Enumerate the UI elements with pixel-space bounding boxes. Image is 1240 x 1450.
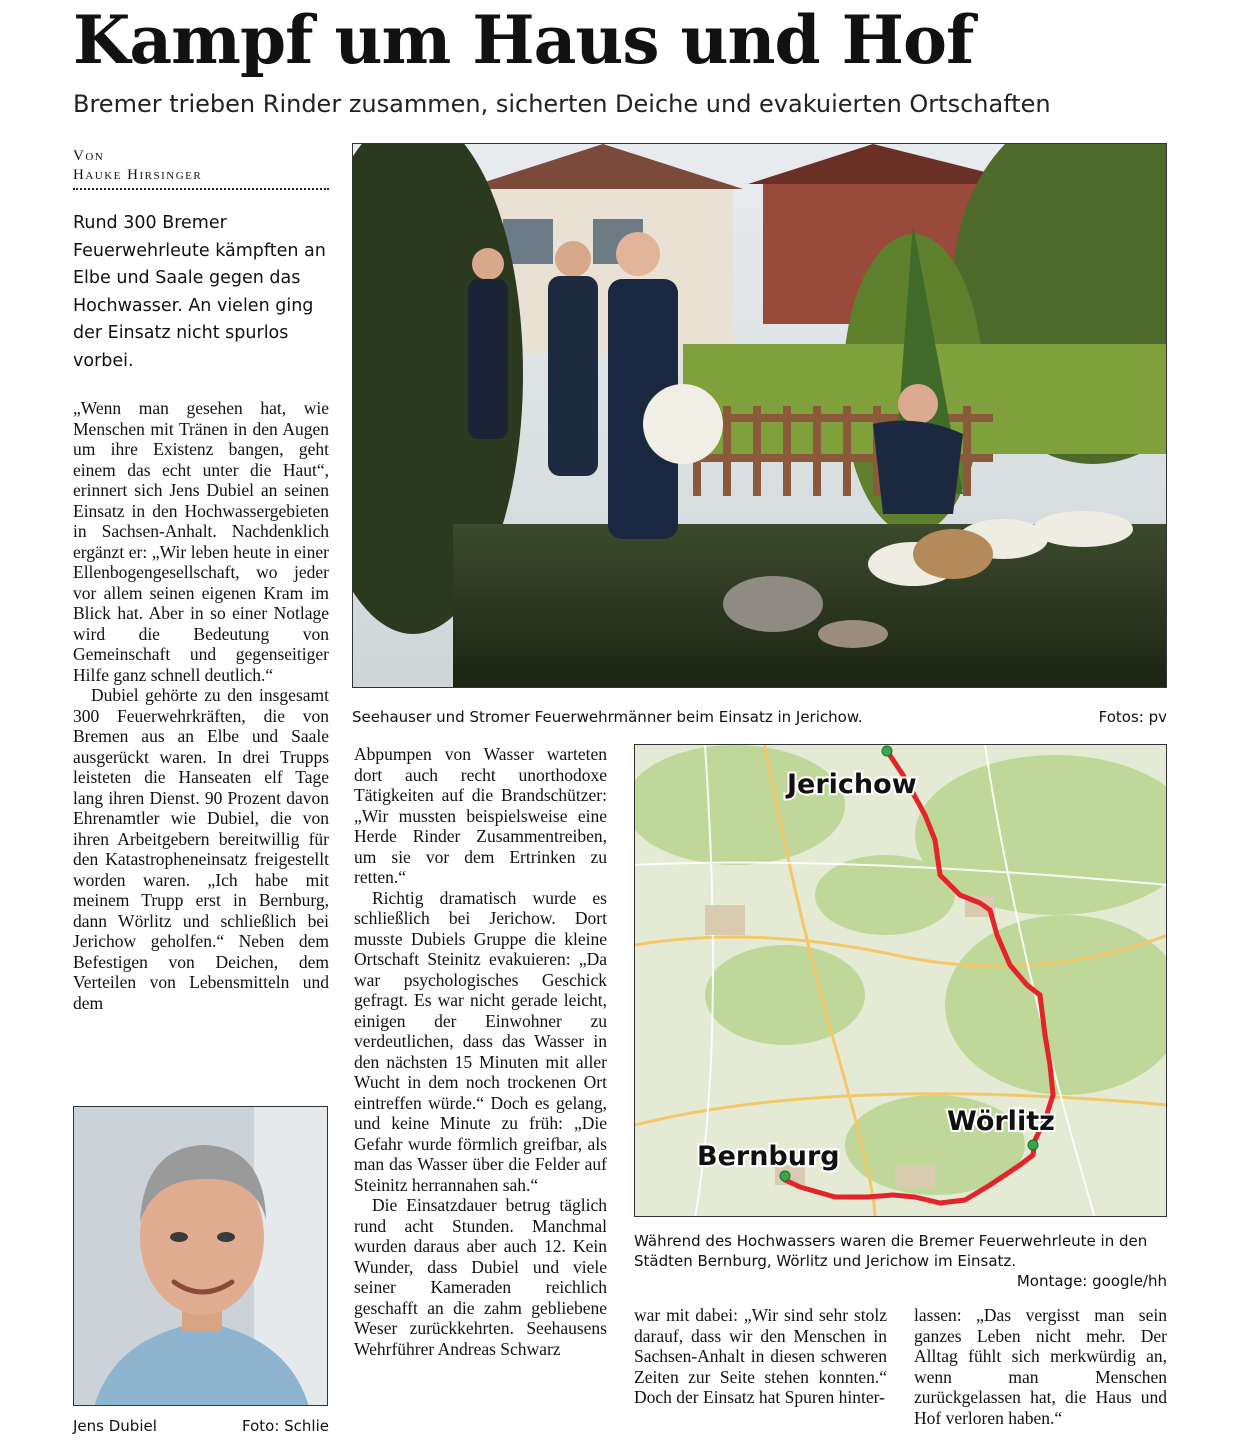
lead-paragraph: Rund 300 Bremer Feuerwehrleute kämpften an Elbe und Saale gegen das Hochwasser. An vielen ging der Einsatz nicht spurlos vorbei. <box>73 213 326 371</box>
map-caption: Während des Hochwassers waren die Bremer Feuerwehrleute in den Städten Bernburg, Wörlitz und Jerichow im Einsatz. <box>634 1232 1148 1270</box>
map-credit: Montage: google/hh <box>1016 1272 1167 1290</box>
portrait-photo <box>73 1106 328 1406</box>
body-paragraph: lassen: „Das vergisst man sein ganzes Leben nicht mehr. Der Alltag fühlt sich merkwürdig an, wenn man Menschen zurückgelassen hat, die Haus und Hof verloren haben.“ <box>914 1305 1167 1428</box>
headline: Kampf um Haus und Hof <box>73 1 974 79</box>
map-marker-jerichow <box>882 746 892 756</box>
firefighters-photo-illustration <box>353 144 1167 688</box>
byline-author: Hauke Hirsinger <box>73 167 203 183</box>
portrait-credit: Foto: Schlie <box>242 1417 329 1435</box>
map-label-bernburg: Bernburg <box>697 1141 840 1172</box>
portrait-illustration <box>74 1107 328 1406</box>
portrait-caption: Jens Dubiel <box>73 1417 157 1435</box>
body-paragraph: „Wenn man gesehen hat, wie Menschen mit Tränen in den Augen um ihre Existenz bangen, geht einem das echt unter die Haut“, erinnert sich Jens Dubiel an seinen Einsatz in den Hochwassergebieten in Sachsen-Anhalt. Nachdenklich ergänzt er: „Wir leben heute in einer Ellenbogengesellschaft, wo jeder vor allem seinen eigenen Kram im Blick hat. Aber in so einer Notlage wird die Bedeutung von Gemeinschaft und gegenseitiger Hilfe ganz schnell deutlich.“ <box>73 398 329 685</box>
main-photo <box>352 143 1167 688</box>
body-paragraph: Abpumpen von Wasser warteten dort auch recht unorthodoxe Tätigkeiten auf die Brandschützer: „Wir mussten beispielsweise eine Herde Rinder Zusammentreiben, um sie vor dem Ertrinken zu retten.“ <box>354 744 607 887</box>
map-label-woerlitz: Wörlitz <box>947 1106 1055 1137</box>
route-map <box>634 744 1167 1217</box>
byline-divider <box>73 188 329 190</box>
main-photo-caption: Seehauser und Stromer Feuerwehrmänner beim Einsatz in Jerichow. <box>352 708 863 726</box>
body-paragraph: war mit dabei: „Wir sind sehr stolz darauf, dass wir den Menschen in Sachsen-Anhalt in diesen schweren Zeiten zur Seite stehen konnten.“ Doch der Einsatz hat Spuren hinter- <box>634 1305 887 1407</box>
map-marker-bernburg <box>780 1171 790 1181</box>
map-label-jerichow: Jerichow <box>787 769 917 800</box>
map-illustration <box>635 745 1167 1217</box>
body-column-3 <box>634 1305 887 1445</box>
main-photo-credit: Fotos: pv <box>1098 708 1167 726</box>
body-column-2 <box>354 744 607 1440</box>
map-caption-block <box>634 1231 1167 1291</box>
byline-von: Von <box>73 148 105 164</box>
portrait-caption-row <box>73 1416 329 1436</box>
body-column-4 <box>914 1305 1167 1445</box>
byline <box>73 147 329 190</box>
subheadline: Bremer trieben Rinder zusammen, sicherten Deiche und evakuierten Ortschaften <box>73 90 1051 118</box>
main-photo-caption-row <box>352 707 1167 727</box>
map-marker-woerlitz <box>1028 1140 1038 1150</box>
body-column-1 <box>73 398 329 1088</box>
body-paragraph: Dubiel gehörte zu den insgesamt 300 Feuerwehrkräften, die von Bremen aus an Elbe und Saale ausgerückt waren. In drei Trupps leisteten die Hanseaten elf Tage lang ihren Dienst. 90 Prozent davon Ehrenamtler wie Dubiel, die von ihren Arbeitgebern bereitwillig für den Katastropheneinsatz freigestellt worden waren. „Ich habe mit meinem Trupp erst in Bernburg, dann Wörlitz und schließlich bei Jerichow geholfen.“ Neben dem Befestigen von Deichen, dem Verteilen von Lebensmitteln und dem <box>73 685 329 1013</box>
body-paragraph: Richtig dramatisch wurde es schließlich bei Jerichow. Dort musste Dubiels Gruppe die kleine Ortschaft Steinitz evakuieren: „Da war psychologisches Geschick gefragt. Es war nicht gerade leicht, einigen der Einwohner zu verdeutlichen, dass das Wasser in den nächsten 15 Minuten mit aller Wucht in dem noch trockenen Ort eintreffen würde.“ Doch es gelang, und keine Minute zu früh: „Die Gefahr wurde förmlich greifbar, als man das Wasser über die Felder auf Steinitz herrannahen sah.“ <box>354 887 607 1195</box>
body-paragraph: Die Einsatzdauer betrug täglich rund acht Stunden. Manchmal wurden daraus aber auch 12. Kein Wunder, dass Dubiel und viele seiner Kameraden reichlich geschafft an die zahm gebliebene Weser zurückkehrten. Seehausens Wehrführer Andreas Schwarz <box>354 1195 607 1359</box>
